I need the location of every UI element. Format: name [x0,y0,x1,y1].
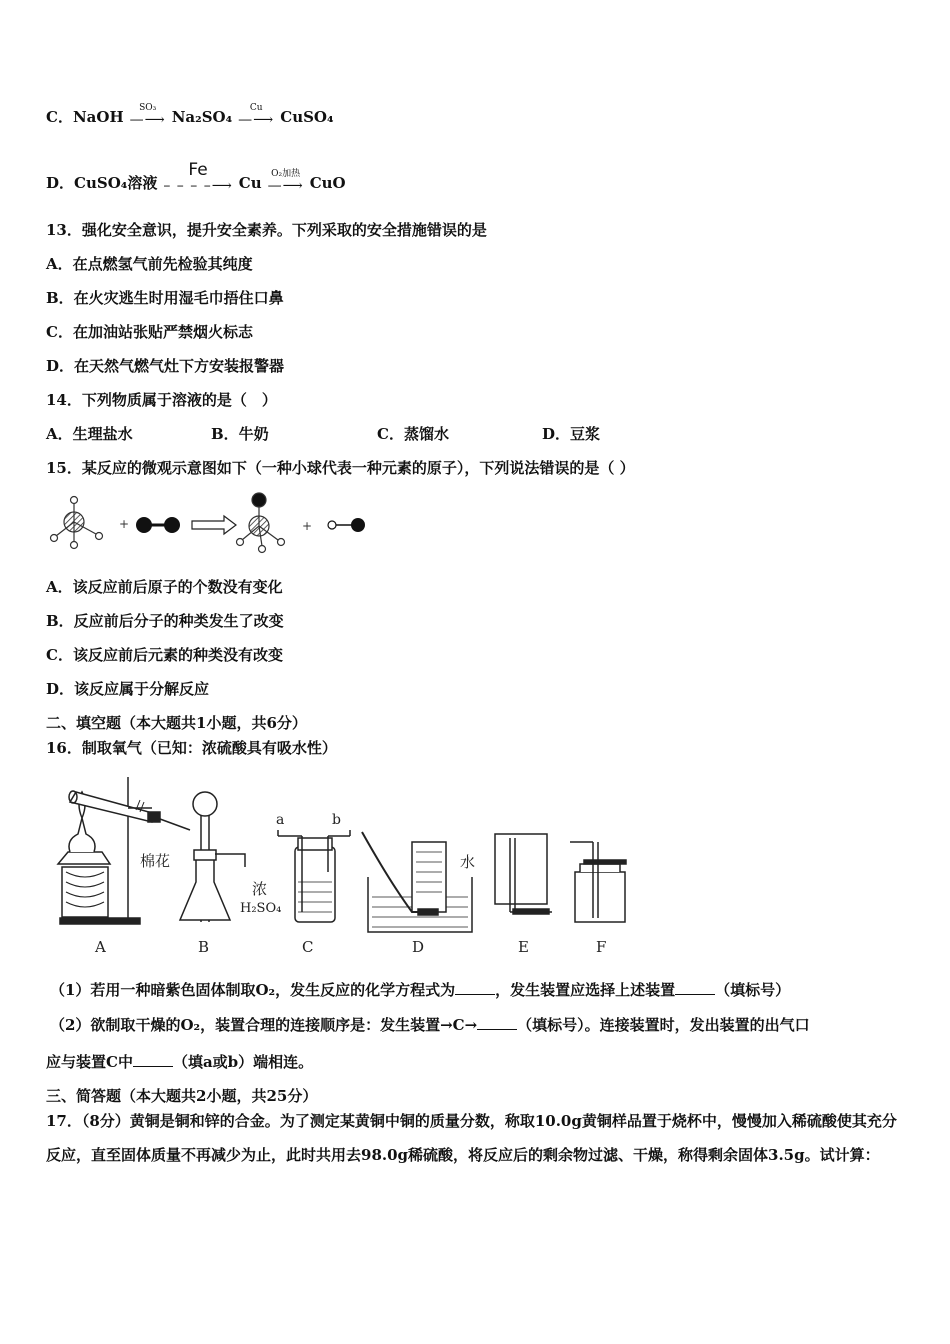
apparatus-b [180,792,245,922]
q16-part-2-cont [46,1052,313,1072]
q15-option-a: A．该反应前后原子的个数没有变化 [46,578,283,596]
formula-mid: Cu [238,174,262,192]
cotton-label: 棉花 [140,852,171,870]
q16-part-2 [50,1015,810,1035]
q16-part-1 [50,980,790,1000]
q13-option-b: B．在火灾逃生时用湿毛巾捂住口鼻 [46,289,284,307]
arrow-condition: Fe [188,160,208,180]
option-label: C． [46,108,73,126]
formula-mid: Na₂SO₄ [171,108,233,126]
apparatus-label-b: B [198,938,210,956]
arrow-condition: O₂加热 [271,169,301,179]
arrow-condition: Cu [249,103,263,113]
reaction-diagram [44,488,374,558]
port-a-label: a [276,812,285,828]
q14-option-d: D．豆浆 [542,425,601,443]
option-label: D． [46,174,75,192]
apparatus-c [240,812,350,922]
q14-option-a: A．生理盐水 [46,425,133,443]
q13-option-d: D．在天然气燃气灶下方安装报警器 [46,357,285,375]
q14-option-b: B．牛奶 [211,425,269,443]
q16-part-2-text: （2）欲制取干燥的O₂，装置合理的连接顺序是：发生装置→C→ [50,1016,478,1034]
q13-stem: 13．强化安全意识，提升安全素养。下列采取的安全措施错误的是 [46,221,487,239]
reactant-molecule-1 [51,497,103,549]
apparatus-f [570,842,626,922]
q16-part-2-text: （填a或b）端相连。 [172,1053,314,1071]
q12-option-c [46,104,334,127]
apparatus-label-e: E [518,938,529,956]
q12-option-d [46,162,346,193]
product-molecule-2 [328,518,365,532]
q14-stem: 14．下列物质属于溶液的是（ ） [46,391,277,409]
apparatus-e [495,834,552,914]
section-3-heading: 三、简答题（本大题共2小题，共25分） [46,1087,318,1105]
q17-text: 17．（8分）黄铜是铜和锌的合金。为了测定某黄铜中铜的质量分数，称取10.0g黄铜样品置于烧杯中，慢慢加入稀硫酸使其充分反应，直至固体质量不再减少为止，此时共用去98.0g稀硫酸，将反应后的剩余物过滤、干燥，称得剩余固体3.5g。试计算： [46,1112,897,1164]
q16-part-2-text: （填标号）。连接装置时，发出装置的出气口 [517,1016,810,1034]
apparatus-d [362,832,475,932]
apparatus-figure [40,772,660,962]
q15-stem: 15．某反应的微观示意图如下（一种小球代表一种元素的原子），下列说法错误的是（ ） [46,459,635,477]
apparatus-label-f: F [596,938,607,956]
formula-start: CuSO₄溶液 [74,174,158,192]
q16-part-1-text: （填标号） [715,981,791,999]
q16-part-1-text: （1）若用一种暗紫色固体制取O₂，发生反应的化学方程式为 [50,981,456,999]
apparatus-label-d: D [412,938,425,956]
arrow-condition: SO₃ [139,103,157,113]
reaction-arrow: SO₃ —⟶ [129,103,166,128]
q16-stem: 16．制取氧气（已知：浓硫酸具有吸水性） [46,739,337,757]
answer-blank[interactable] [477,1015,517,1030]
q14-option-c: C．蒸馏水 [377,425,449,443]
reaction-arrow: Fe – – – –⟶ [163,160,233,194]
formula-start: NaOH [72,108,124,126]
q16-part-1-text: ，发生装置应选择上述装置 [495,981,676,999]
answer-blank[interactable] [455,980,495,995]
q14-options [46,424,600,444]
apparatus-label-c: C [302,938,314,956]
conc-label: 浓 [252,880,268,898]
formula-end: CuSO₄ [280,108,334,126]
section-2-heading: 二、填空题（本大题共1小题，共6分） [46,714,307,732]
acid-label: H₂SO₄ [240,901,282,916]
reaction-arrow: Cu —⟶ [238,103,275,128]
apparatus-label-a: A [95,938,106,956]
reaction-arrow: O₂加热 —⟶ [267,169,304,194]
q16-part-2-text: 应与装置C中 [46,1053,133,1071]
q15-option-c: C．该反应前后元素的种类没有改变 [46,646,283,664]
svg-text:+: + [119,517,130,531]
formula-end: CuO [309,174,346,192]
svg-text:+: + [302,519,313,533]
reaction-arrow-icon [192,516,236,534]
apparatus-a [58,777,190,924]
q15-option-b: B．反应前后分子的种类发生了改变 [46,612,284,630]
answer-blank[interactable] [675,980,715,995]
q13-option-c: C．在加油站张贴严禁烟火标志 [46,323,253,341]
port-b-label: b [332,812,341,828]
q13-option-a: A．在点燃氢气前先检验其纯度 [46,255,253,273]
water-label: 水 [460,853,476,871]
answer-blank[interactable] [133,1052,173,1067]
reactant-molecule-2 [136,517,180,533]
q15-option-d: D．该反应属于分解反应 [46,680,210,698]
product-molecule-1 [237,493,285,553]
